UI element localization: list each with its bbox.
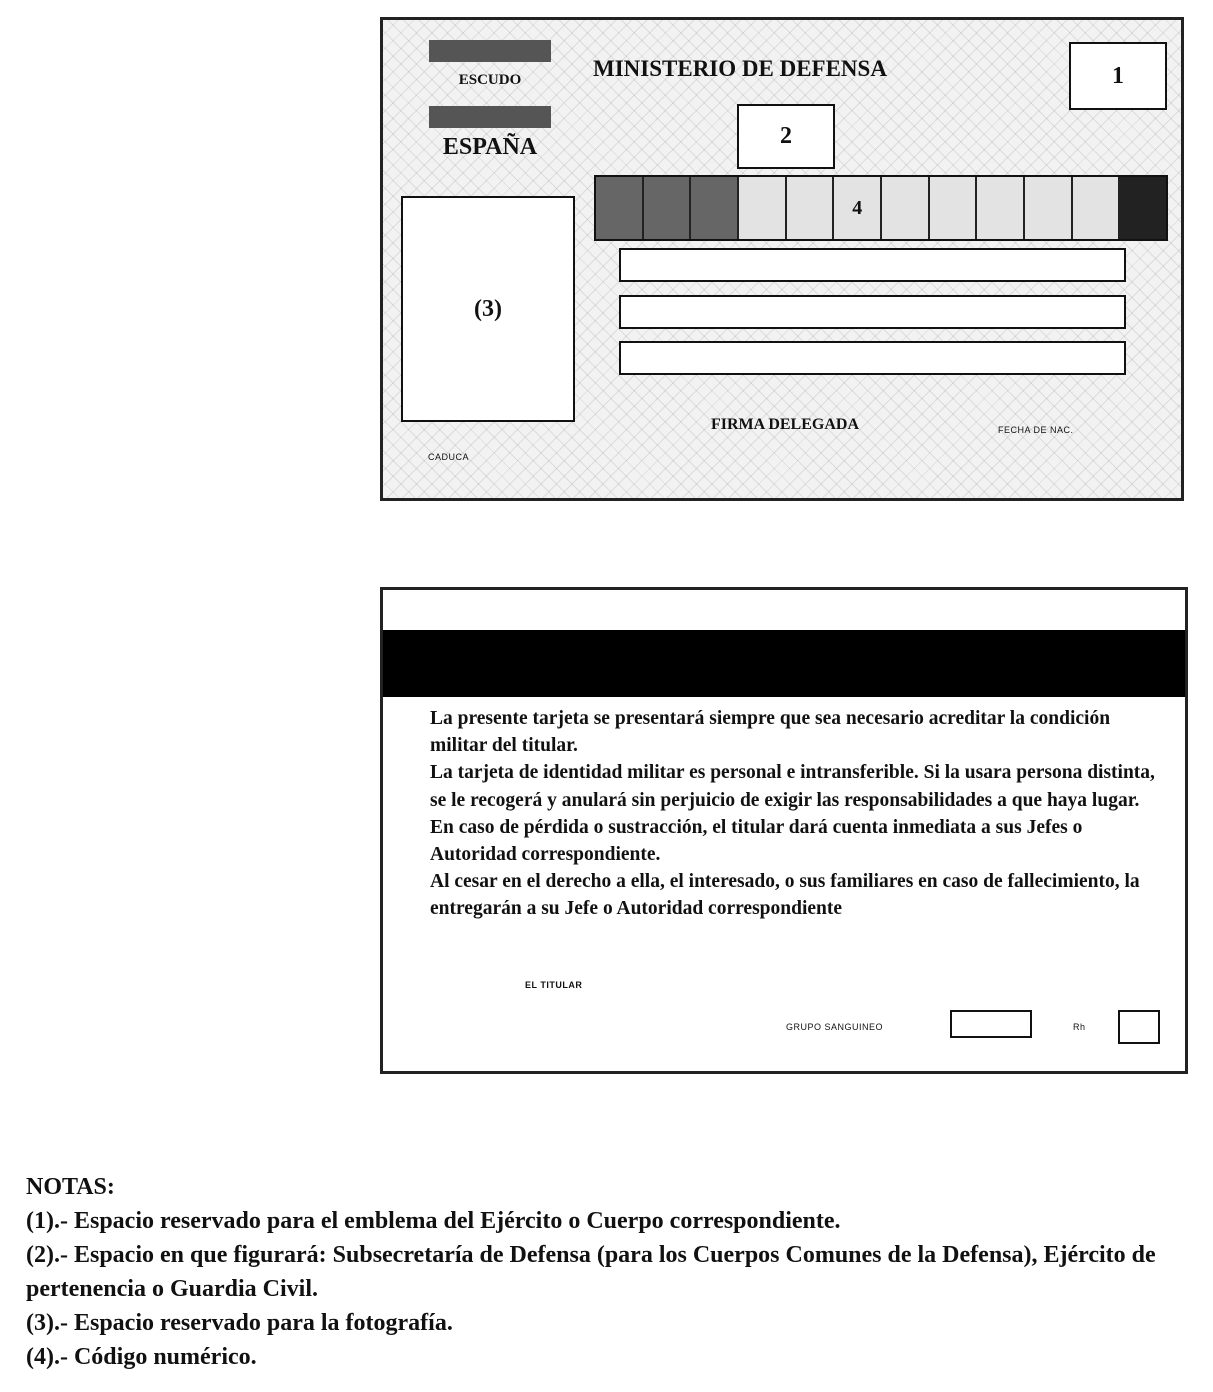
code-cell [1120,177,1166,239]
back-paragraph: La presente tarjeta se presentará siempre que sea necesario acreditar la condición militar del titular. [430,708,1111,757]
card-back [380,587,1188,1074]
code-cell [644,177,692,239]
holder-label: EL TITULAR [525,980,583,990]
magnetic-stripe [383,630,1185,697]
shield-bar-bottom [429,106,551,128]
blood-group-box [950,1010,1032,1038]
data-field-3 [619,341,1126,375]
service-box: 2 [737,104,835,169]
blood-group-label: GRUPO SANGUINEO [786,1022,884,1032]
emblem-box: 1 [1069,42,1167,110]
code-cell-label: 4 [834,177,882,239]
note-item: (4).- Código numérico. [26,1344,257,1370]
code-cell [930,177,978,239]
data-field-2 [619,295,1126,329]
ministry-title: MINISTERIO DE DEFENSA [593,56,887,81]
code-cell [882,177,930,239]
expiry-label: CADUCA [428,452,470,462]
code-cell [787,177,835,239]
signature-label: FIRMA DELEGADA [710,416,859,433]
note-item: (2).- Espacio en que figurará: Subsecretaría de Defensa (para los Cuerpos Comunes de la Defensa), Ejército de pertenencia o Guardia Civil. [26,1242,1156,1302]
note-item: (3).- Espacio reservado para la fotografía. [26,1310,453,1336]
code-cell [739,177,787,239]
rh-box [1118,1010,1160,1044]
code-cell [1025,177,1073,239]
numeric-code-strip [594,175,1168,241]
code-cell [1073,177,1121,239]
back-paragraph: La tarjeta de identidad militar es personal e intransferible. Si la usara persona distinta, se le recogerá y anulará sin perjuicio de exigir las responsabilidades a que haya lugar. [430,762,1155,811]
shield-bar-top [429,40,551,62]
notes-heading: NOTAS: [26,1174,115,1200]
notes-section [26,1170,1206,1374]
back-paragraph: En caso de pérdida o sustracción, el titular dará cuenta inmediata a sus Jefes o Autoridad correspondiente. [430,816,1083,866]
card-front [380,17,1184,501]
code-cell [977,177,1025,239]
data-field-1 [619,248,1126,282]
country-label: ESPAÑA [442,134,538,160]
shield-label: ESCUDO [458,72,522,88]
back-text [430,705,1170,923]
code-cell [691,177,739,239]
code-cell [596,177,644,239]
photo-box: (3) [401,196,575,422]
back-paragraph: Al cesar en el derecho a ella, el interesado, o sus familiares en caso de fallecimiento, la entregarán a su Jefe o Autoridad correspondiente [430,871,1140,920]
note-item: (1).- Espacio reservado para el emblema del Ejército o Cuerpo correspondiente. [26,1208,841,1234]
birthdate-label: FECHA DE NAC. [998,425,1074,435]
rh-label: Rh [1073,1022,1086,1032]
